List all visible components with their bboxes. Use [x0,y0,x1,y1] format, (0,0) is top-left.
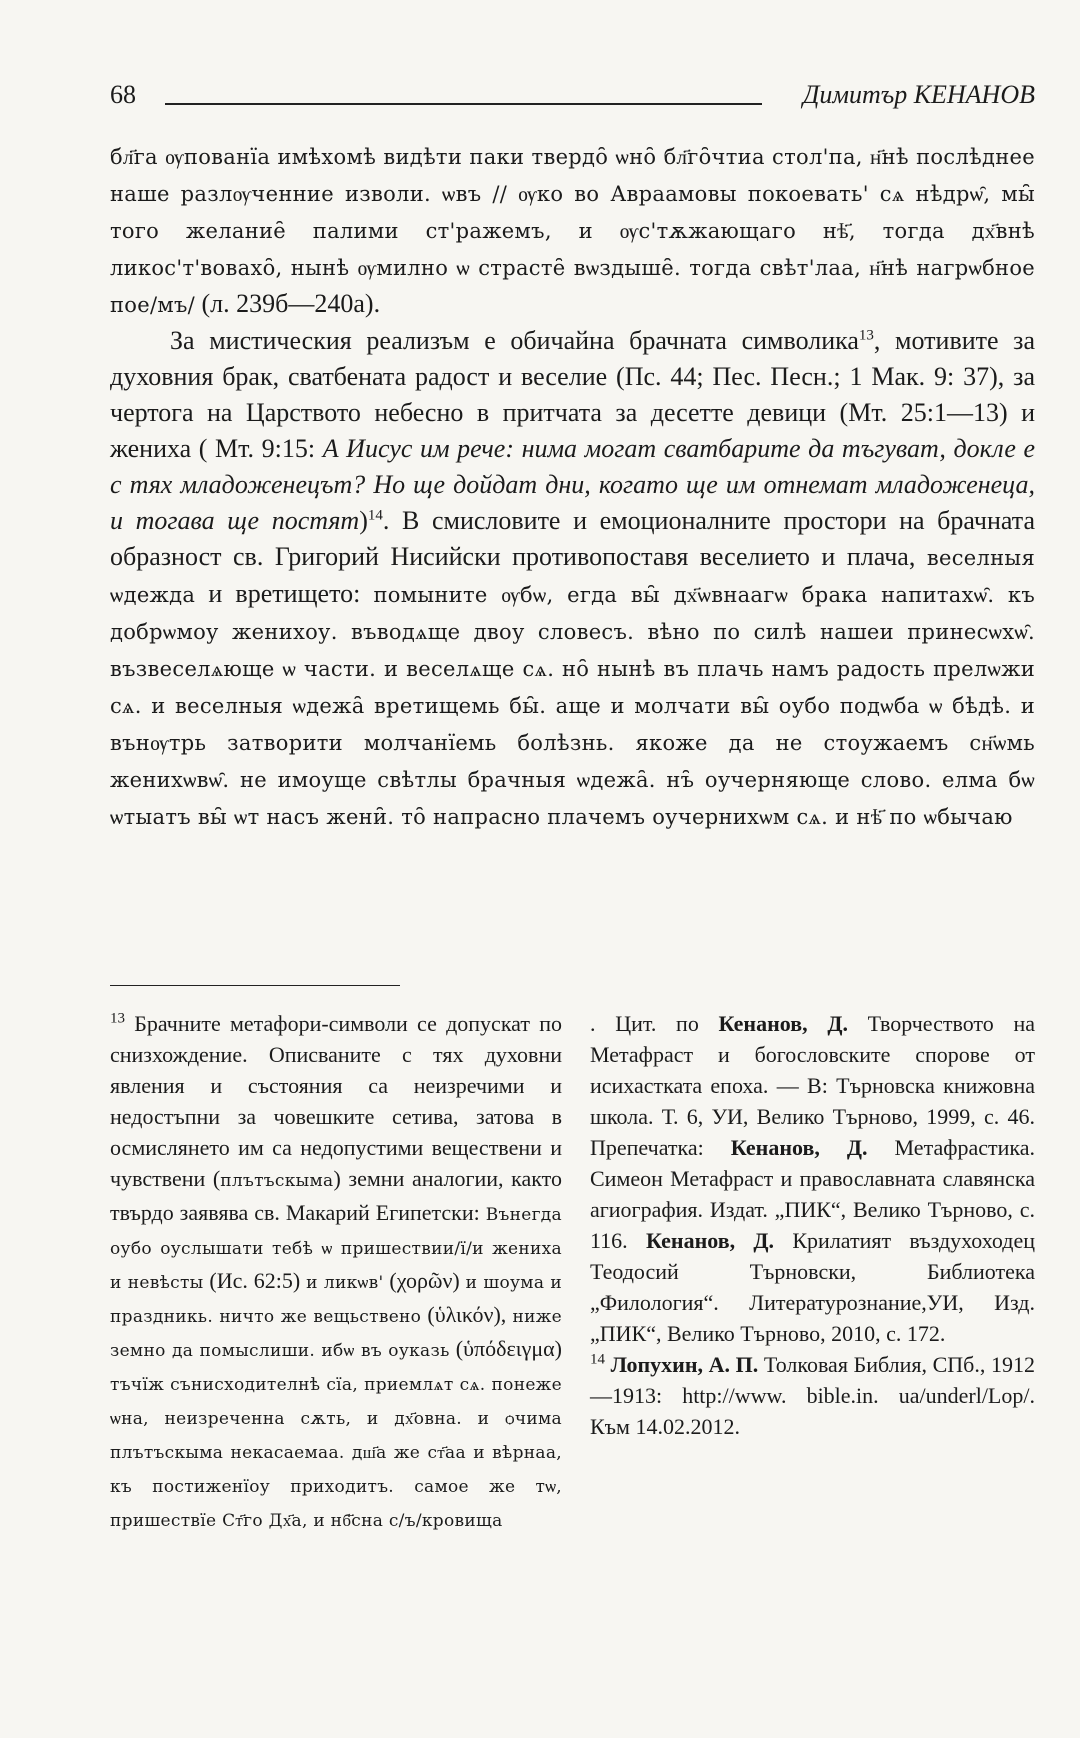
paragraph-text: . В смисловите и емоционалните простори на брачната образност св. Григорий Нисийски противопоставя веселието и плача, [110,506,1035,571]
body-paragraph [110,323,1035,835]
main-text [110,138,1035,835]
greek-word: (ὑπόδειγμα) [449,1336,562,1361]
paragraph-text: и вретището: [195,579,374,608]
page-number: 68 [110,80,136,109]
author-ref: Кенанов, Д. [718,1011,848,1036]
slavonic-quote [110,138,1035,323]
running-title-author: Димитър КЕНАНОВ [802,80,1035,109]
header-rule [165,103,762,105]
footnote-13 [110,1008,562,1537]
footnotes-column-right [590,1008,1035,1442]
slavonic-quote: и шоума и праздникь. ничто же вещьствено [110,1273,563,1327]
paragraph-text: За мистическия реализъм е обичайна брачната символика [170,326,859,355]
quote-slavonic-text: бл҃га ѹпованїа имѣхомѣ видѣти паки твердо̑ ѡно̑ бл҃го̑чтиа стол'па, н҃нѣ послѣднее наше разлѹченние изволи. ѡвъ // ѹко во Авраамовы покоевать' сѧ нѣдрѡ̑, мы̑ того желание̑ палими ст'ражемъ, и ѹс'тѫжающаго нѣ҃, тогда дх҃внѣ ликос'т'вовахо̑, нынѣ ѹмилно ѡ страсте̑ вѡздыше̑. тогда свѣт'лаа, н҃нѣ нагрѡбное пое/мъ/ [110,145,1035,317]
footnote-14 [590,1349,1035,1442]
slavonic-quote: тъчїж сънисходителнѣ сїа, приемлѧт сѧ. понеже ѡна, неизреченна сѫть, и дх҃овна. и ѻчима плътъскыма некасаемаа. дш҃а же ст҃аа и вѣрнаа, къ постиженїоу приходитъ. самое же тѡ, пришествїе Ст҃го Дх҃а, и нб҃сна с/ъ/кровища [110,1375,562,1531]
greek-word: (χορῶν) [383,1268,466,1293]
slavonic-quote: Вънегда оубо оуслышати тебѣ ѡ пришествии/ї/и жениха и невѣсты [110,1205,562,1293]
footnote-number: 13 [110,1010,125,1027]
paragraph-text: , мотивите за духовния брак, сватбената радост и веселие (Пс. 44; Пес. Песн.; 1 Мак. 9: 37), за чертога на Царството небесно в притчата за десетте девици (Мт. 25:1—13) и жениха ( Мт. 9:15: [110,326,1035,463]
footnote-text: . Цит. по [590,1011,719,1036]
footnote-number: 14 [590,1351,605,1368]
footnote-text: Метафрастика. Симеон Метафраст и православната славянска агиография. Издат. „ПИК“, Велико Търново, с. 116. [590,1135,1036,1253]
footnote-text: (Ис. 62:5) [203,1268,307,1293]
footnote-text: Творчеството на Метафраст и богословските спорове от исихасткатa епоха. — В: Търновска книжовна школа. Т. 6, УИ, Велико Търново, 1999, с. 46. Препечатка: [590,1011,1035,1160]
slavonic-quote: ниже земно да помыслиши. ибѡ въ оуказь [110,1307,562,1361]
gospel-quote-italic: А Иисус им рече: нима могат сватбарите да тъгуват, докле е с тях младоженецът? Но ще дойдат дни, когато ще им отнемат младоженеца, и тогава ще постят [110,434,1035,535]
footnote-13-continued [590,1008,1035,1349]
footnotes-column-left [110,1008,562,1537]
footnote-ref-14[interactable]: 14 [367,507,383,524]
slavonic-word: плътъскыма [220,1171,334,1191]
paragraph-text: ) [359,506,368,535]
footnote-text: Крилатият въздухоходец Теодосий Търновски, Библиотека „Филология“. Литературознание,УИ, Изд. „ПИК“, Велико Търново, 2010, с. 172. [590,1228,1036,1346]
author-ref: Кенанов, Д. [646,1228,775,1253]
footnote-separator [110,985,400,986]
footnote-ref-13[interactable]: 13 [858,327,874,344]
author-ref: Кенанов, Д. [730,1135,868,1160]
footnote-text: ) земни аналогии, както твърдо заявява св. Макарий Египетски: [110,1166,563,1225]
greek-word: (ὑλικόν), [421,1302,513,1327]
quote-reference: (л. 239б—240а). [195,289,381,318]
footnote-text: Брачните метафори-символи се допускат по снизхождение. Описваните с тях духовни явления и състояния са неизречими и недостъпни за човешките сетива, затова в осмислянето им са недопустими веществени и чувствени ( [110,1011,562,1191]
slavonic-phrase: веселныя ѡдежда [110,546,1035,607]
slavonic-quote: и ликѡв' [306,1273,384,1293]
running-header [110,80,1035,120]
slavonic-quote-long: помыните ѹбѡ, егда вы̑ дх҃ѡвнаагѡ брака напитахѡ̑. къ добрѡмоу женихоу. въводѧще двоу словесъ. вѣно по силѣ нашеи принесѡхѡ̑. възвеселѧюще ѡ части. и веселѧще сѧ. но̑ нынѣ въ плачь намъ радость прелѡжи сѧ. и веселныя ѡдежа̑ вретищемь бы̑. аще и молчати вы̑ оубо подѡба ѡ бѣдѣ. и вънѹтрь затворити молчанїемь болѣзнь. якоже да не стоужаемъ сн҃ѡмь женихѡвѡ̑. не имоуще свѣтлы брачныя ѡдежа̑. нъ̑ оучерняюще слово. елма бѡ ѡтыатъ вы̑ ѡт насъ жени̑. то̑ напрасно плачемъ оучернихѡм сѧ. и нѣ҃ по ѡбычаю [110,583,1036,829]
author-ref: Лопухин, А. П. [605,1352,759,1377]
footnote-text: Толковая Библия, СПб., 1912—1913: http://www. bible.in. ua/underl/Lop/. Към 14.02.2012. [590,1352,1036,1439]
